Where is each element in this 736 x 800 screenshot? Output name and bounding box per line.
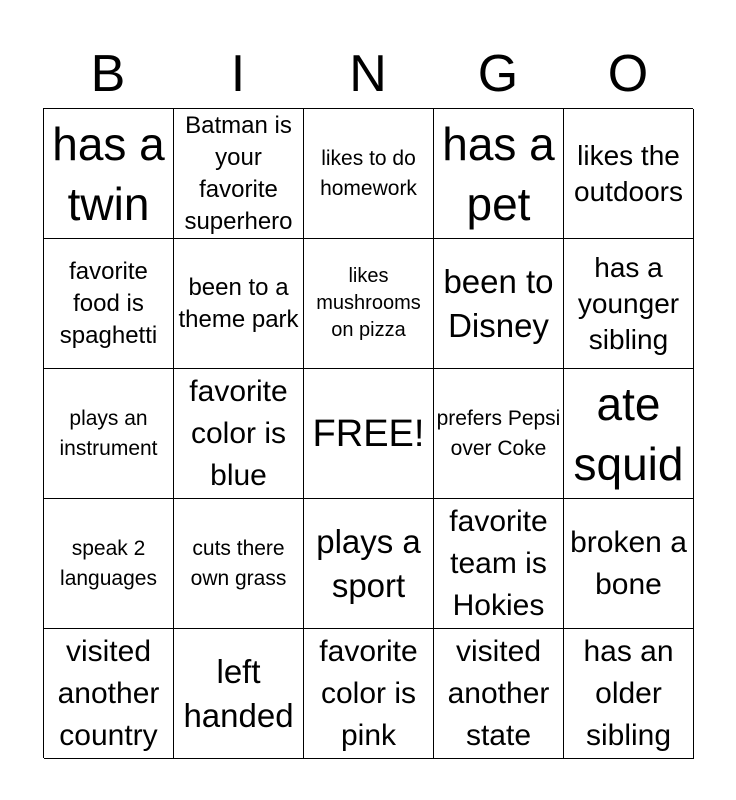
- header-letter-g: G: [477, 45, 519, 103]
- free-space-cell[interactable]: [304, 369, 434, 499]
- bingo-cell[interactable]: [564, 109, 694, 239]
- bingo-cell[interactable]: [434, 239, 564, 369]
- bingo-cell[interactable]: [174, 629, 304, 759]
- cell-text: has a pet: [442, 117, 555, 230]
- cell-text: visited another country: [57, 634, 160, 752]
- cell-text: has a younger sibling: [577, 251, 680, 355]
- free-space-text: FREE!: [312, 412, 425, 455]
- bingo-cell[interactable]: [434, 109, 564, 239]
- bingo-cell[interactable]: [174, 239, 304, 369]
- bingo-cell[interactable]: [564, 239, 694, 369]
- header-letter-n: N: [349, 45, 387, 103]
- bingo-cell[interactable]: [304, 629, 434, 759]
- cell-text: cuts there own grass: [190, 536, 287, 590]
- cell-text: been to Disney: [443, 262, 554, 344]
- bingo-cell[interactable]: [44, 239, 174, 369]
- cell-text: visited another state: [447, 634, 550, 752]
- bingo-cell[interactable]: [304, 239, 434, 369]
- cell-text: favorite color is pink: [319, 634, 418, 752]
- bingo-cell[interactable]: [564, 499, 694, 629]
- bingo-cell[interactable]: [434, 629, 564, 759]
- cell-text: Batman is your favorite superhero: [184, 111, 293, 235]
- cell-text: has an older sibling: [583, 634, 674, 752]
- header-letter-i: I: [230, 45, 246, 103]
- header-letter-o: O: [607, 45, 649, 103]
- cell-text: speak 2 languages: [60, 536, 157, 590]
- cell-text: likes to do homework: [320, 146, 417, 200]
- cell-text: likes the outdoors: [574, 139, 683, 207]
- bingo-cell[interactable]: [564, 629, 694, 759]
- header-letter-b: B: [90, 45, 126, 103]
- bingo-board: [43, 108, 693, 758]
- cell-text: has a twin: [52, 117, 165, 230]
- bingo-header: [43, 40, 693, 108]
- bingo-cell[interactable]: [44, 109, 174, 239]
- bingo-cell[interactable]: [44, 499, 174, 629]
- bingo-cell[interactable]: [174, 369, 304, 499]
- bingo-cell[interactable]: [304, 499, 434, 629]
- cell-text: broken a bone: [570, 525, 687, 601]
- cell-text: been to a theme park: [178, 273, 299, 333]
- bingo-cell[interactable]: [304, 109, 434, 239]
- bingo-cell[interactable]: [434, 369, 564, 499]
- bingo-cell[interactable]: [434, 499, 564, 629]
- cell-text: favorite team is Hokies: [449, 504, 548, 622]
- bingo-cell[interactable]: [174, 109, 304, 239]
- cell-text: plays a sport: [316, 522, 421, 604]
- cell-text: plays an instrument: [59, 406, 158, 460]
- cell-text: likes mushrooms on pizza: [316, 265, 421, 341]
- cell-text: favorite color is blue: [189, 374, 288, 492]
- cell-text: prefers Pepsi over Coke: [436, 406, 561, 460]
- cell-text: ate squid: [573, 377, 684, 490]
- cell-text: left handed: [183, 652, 294, 734]
- bingo-cell[interactable]: [174, 499, 304, 629]
- cell-text: favorite food is spaghetti: [59, 257, 158, 349]
- bingo-cell[interactable]: [44, 369, 174, 499]
- bingo-cell[interactable]: [44, 629, 174, 759]
- bingo-cell[interactable]: [564, 369, 694, 499]
